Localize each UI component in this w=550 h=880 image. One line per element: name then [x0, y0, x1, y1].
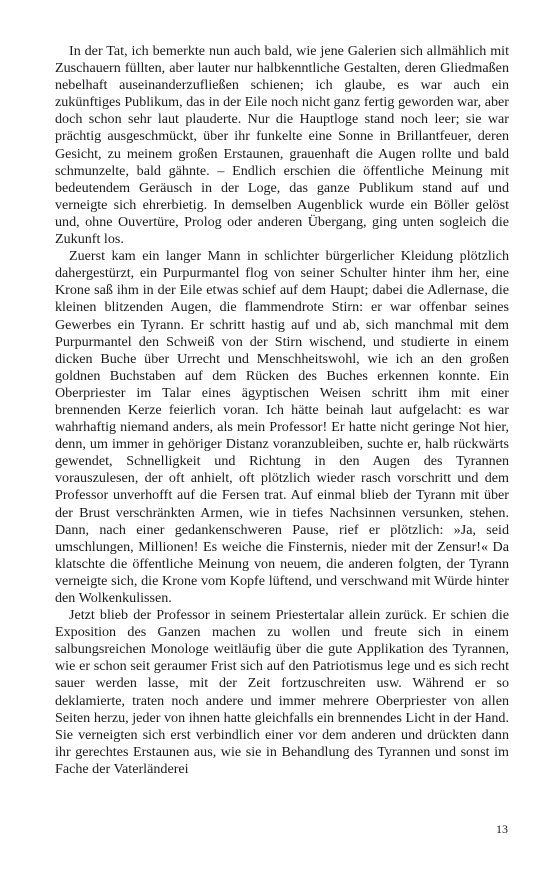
paragraph-2: Zuerst kam ein langer Mann in schlichter bürgerlicher Kleidung plötzlich dahergestürzt, ein Purpurmantel flog von seiner Schulter hinter ihm her, eine Krone saß ihm in der Eile etwas schief auf dem Haupt; dabei die Adlernase, die kleinen blitzenden Augen, die flammendrote Stirn: er war offenbar seines Gewerbes ein Tyrann. Er schritt hastig auf und ab, sich manchmal mit dem Purpurmantel den Schweiß von der Stirn wischend, und studierte in einem dicken Buche über Urrecht und Menschheitswohl, wie ich an den großen goldnen Buchstaben auf dem Rücken des Buches erkennen konnte. Ein Oberpriester im Talar eines ägyptischen Weisen schritt ihm mit einer brennenden Kerze feierlich voran. Ich hätte beinah laut aufgelacht: es war wahrhaftig niemand anders, als mein Professor! Er hatte nicht geringe Not hier, denn, um immer in gehöriger Distanz voranzubleiben, suchte er, halb rückwärts gewendet, Schnelligkeit und Richtung in den Augen des Tyrannen vorauszulesen, der oft anhielt, oft plötzlich wieder rasch vorschritt und dem Professor unverhofft auf die Fersen trat. Auf einmal blieb der Tyrann mit über der Brust verschränkten Armen, wie in tiefes Nachsinnen versunken, stehen. Dann, nach einer gedankenschweren Pause, rief er plötzlich: »Ja, seid umschlungen, Millionen! Es weiche die Finsternis, nieder mit der Zensur!« Da klatschte die öffentliche Meinung von neuem, die anderen folgten, der Tyrann verneigte sich, die Krone vom Kopfe lüftend, und verschwand mit Würde hinter den Wolkenkulissen. [55, 248, 509, 606]
paragraph-3: Jetzt blieb der Professor in seinem Priestertalar allein zurück. Er schien die Exposition des Ganzen machen zu wollen und freute sich in einem salbungsreichen Monologe weitläufig über die gute Applikation des Tyrannen, wie er schon seit geraumer Frist sich auf den Patriotismus lege und es sich recht sauer werden lasse, mit der Zeit fortzuschreiten usw. Während er so deklamierte, traten noch andere und immer mehrere Oberpriester von allen Seiten herzu, jeder von ihnen hatte gleichfalls ein brennendes Licht in der Hand. Sie verneigten sich erst verbindlich einer vor dem anderen und drückten dann ihr gerechtes Erstaunen aus, wie sie in Behandlung des Tyrannen und sonst im Fache der Vaterländerei [55, 607, 509, 777]
page-body [55, 43, 509, 778]
page-number: 13 [496, 822, 508, 836]
paragraph-1: In der Tat, ich bemerkte nun auch bald, wie jene Galerien sich allmählich mit Zuschauern füllten, aber lauter nur halbkenntliche Gestalten, deren Gliedmaßen nebelhaft auseinanderzufließen schienen; ich glaube, es war auch ein zukünftiges Publikum, das in der Eile noch nicht ganz fertig geworden war, aber doch schon sehr laut plauderte. Nur die Hauptloge stand noch leer; sie war prächtig ausgeschmückt, über ihr funkelte eine Sonne in Brillantfeuer, deren Gesicht, zu meinem großen Erstaunen, grauenhaft die Augen rollte und bald schmunzelte, bald gähnte. – Endlich erschien die öffentliche Meinung mit bedeutendem Geräusch in der Loge, das ganze Publikum stand auf und verneigte sich ehrerbietig. In demselben Augenblick wurde ein Böller gelöst und, ohne Ouvertüre, Prolog oder anderen Übergang, ging unten sogleich die Zukunft los. [55, 43, 509, 248]
